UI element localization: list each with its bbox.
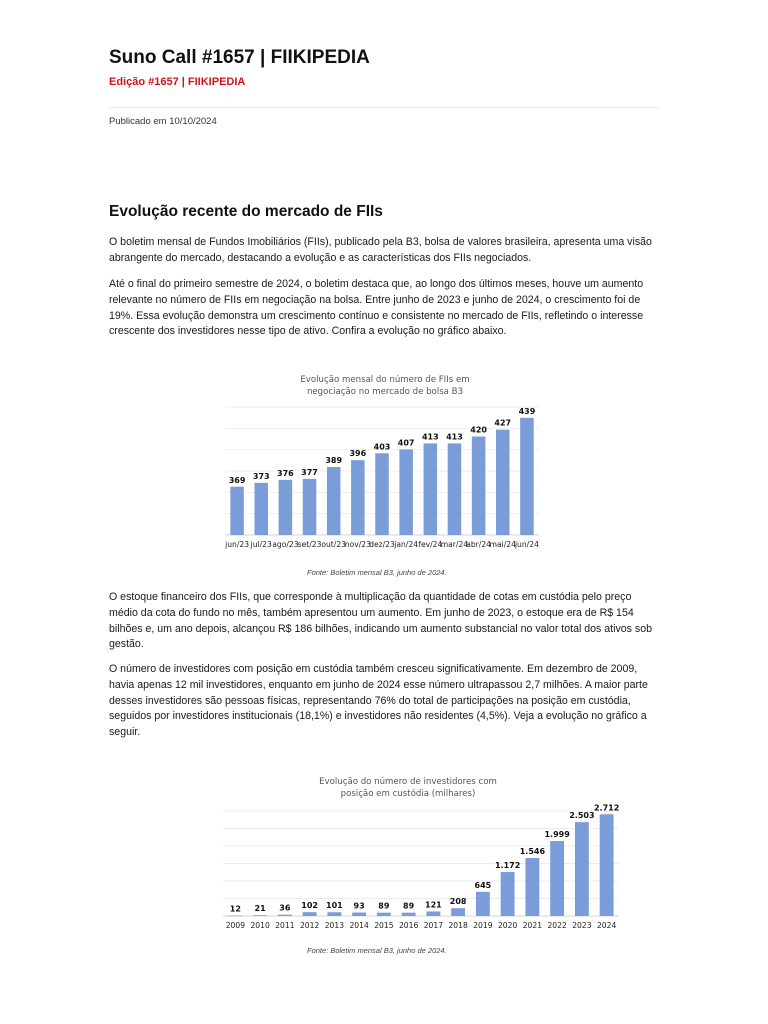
chart-investors-tick-label: 2018 [448, 921, 468, 930]
chart-investors-bar [377, 913, 391, 916]
paragraph-investors: O número de investidores com posição em custódia também cresceu significativamente. Em dezembro de 2009, havia apenas 12 mil investidores, enquanto em junho de 2024 esse número ultrapassou 2,7 milhões. A maior parte desses investidores são pessoas físicas, representando 76% do total de participações na posição em custódia, seguidos por investidores institucionais (18,1%) e investidores não residentes (4,5%). Veja a evolução no gráfico a seguir. [109, 663, 648, 739]
chart-investors-title-line: posição em custódia (milhares) [340, 789, 476, 799]
chart-fiis-tick-label: nov/23 [344, 540, 371, 549]
chart-fiis-title-line: negociação no mercado de bolsa B3 [306, 387, 464, 397]
page-title: Suno Call #1657 | FIIKIPEDIA [109, 47, 370, 68]
chart-fiis-tick-label: jun/24 [514, 540, 539, 549]
chart-fiis-data-label: 407 [397, 438, 415, 448]
chart-investors-bar [575, 822, 589, 916]
chart-investors-tick-label: 2012 [299, 921, 320, 930]
chart-fiis-bar [496, 430, 510, 535]
chart-investors-bar [600, 814, 614, 916]
chart-fiis-tick-label: jun/23 [225, 540, 250, 549]
chart-fiis-data-label: 413 [446, 432, 463, 442]
chart-investors-data-label: 89 [403, 901, 415, 911]
chart-fiis-data-label: 377 [301, 467, 318, 477]
chart-investors-data-label: 89 [378, 901, 390, 911]
edition-label: Edição #1657 | FIIKIPEDIA [109, 76, 246, 88]
chart-fiis-data-label: 413 [421, 432, 439, 442]
chart-fiis-data-label: 427 [494, 418, 512, 428]
chart-fiis-count [222, 365, 542, 565]
chart-investors-data-label: 1.172 [494, 861, 521, 871]
chart-investors-data-label: 121 [425, 900, 442, 910]
chart-fiis-count-svg [222, 365, 542, 565]
chart-investors-data-label: 21 [254, 904, 266, 914]
chart-fiis-data-label: 420 [470, 425, 487, 435]
chart-investors-bar [476, 892, 490, 916]
chart-fiis-bar [375, 453, 389, 535]
chart-investors [222, 767, 622, 937]
header-divider [109, 107, 659, 108]
chart-fiis-data-label: 439 [518, 406, 536, 416]
chart-investors-bar [550, 841, 564, 916]
chart-fiis-bar [399, 449, 413, 535]
chart-investors-tick-label: 2013 [324, 921, 345, 930]
chart-fiis-data-label: 389 [325, 456, 343, 466]
chart-1-caption: Fonte: Boletim mensal B3, junho de 2024. [307, 568, 447, 577]
paragraph-stock: O estoque financeiro dos FIIs, que corresponde à multiplicação da quantidade de cotas em custódia pelo preço médio da cota do fundo no mês, também apresentou um aumento. Em junho de 2023, o estoque era de R$ 154 bilhões e, um ano depois, alcançou R$ 186 bilhões, indicando um aumento substancial no valor total dos ativos sob gestão. [109, 591, 652, 651]
chart-fiis-tick-label: dez/23 [369, 540, 395, 549]
chart-investors-data-label: 93 [353, 901, 365, 911]
chart-investors-bar [426, 911, 440, 916]
chart-investors-bar [352, 913, 366, 916]
chart-investors-svg [222, 767, 622, 937]
chart-investors-tick-label: 2016 [398, 921, 419, 930]
chart-investors-title-line: Evolução do número de investidores com [319, 777, 497, 787]
chart-fiis-bar [448, 443, 462, 535]
chart-investors-tick-label: 2015 [374, 921, 394, 930]
chart-investors-data-label: 1.999 [544, 830, 570, 840]
chart-investors-data-label: 2.712 [593, 803, 620, 813]
chart-2-caption: Fonte: Boletim mensal B3, junho de 2024. [307, 946, 447, 955]
chart-fiis-data-label: 369 [228, 475, 246, 485]
chart-investors-tick-label: 2009 [225, 921, 246, 930]
chart-investors-tick-label: 2019 [473, 921, 493, 930]
section-title: Evolução recente do mercado de FIIs [109, 203, 383, 220]
chart-investors-tick-label: 2022 [547, 921, 567, 930]
chart-investors-tick-label: 2021 [522, 921, 543, 930]
chart-investors-tick-label: 2010 [250, 921, 270, 930]
chart-fiis-data-label: 373 [252, 471, 270, 481]
paragraph-growth: Até o final do primeiro semestre de 2024, o boletim destaca que, ao longo dos últimos meses, houve um aumento relevante no número de FIIs em negociação na bolsa. Entre junho de 2023 e junho de 2024, o crescimento foi de 19%. Essa evolução demonstra um crescimento contínuo e consistente no mercado de FIIs, refletindo o interesse crescente dos investidores nesse tipo de ativo. Confira a evolução no gráfico abaixo. [109, 278, 644, 338]
chart-fiis-tick-label: jan/24 [394, 540, 419, 549]
chart-fiis-title-line: Evolução mensal do número de FIIs em [300, 375, 470, 385]
chart-investors-tick-label: 2014 [349, 921, 369, 930]
chart-fiis-tick-label: mai/24 [489, 540, 516, 549]
chart-fiis-tick-label: set/23 [297, 540, 322, 549]
published-date: Publicado em 10/10/2024 [109, 116, 217, 127]
chart-fiis-bar [520, 418, 534, 535]
chart-fiis-bar [254, 483, 268, 535]
chart-fiis-bar [472, 437, 486, 535]
chart-fiis-tick-label: ago/23 [272, 540, 299, 549]
chart-fiis-data-label: 376 [277, 468, 294, 478]
paragraph-intro: O boletim mensal de Fundos Imobiliários (FIIs), publicado pela B3, bolsa de valores brasileira, apresenta uma visão abrangente do mercado, destacando a evolução e as características dos FIIs negociados. [109, 236, 652, 264]
chart-fiis-bar [327, 467, 341, 535]
chart-investors-data-label: 101 [326, 901, 343, 911]
chart-fiis-tick-label: mar/24 [440, 540, 469, 549]
chart-fiis-bar [279, 480, 293, 535]
chart-fiis-data-label: 396 [349, 449, 367, 459]
chart-investors-tick-label: 2024 [596, 921, 617, 930]
chart-fiis-bar [351, 460, 365, 535]
chart-fiis-tick-label: abr/24 [466, 540, 492, 549]
chart-investors-bar [228, 916, 242, 917]
chart-investors-bar [278, 915, 292, 916]
chart-investors-data-label: 1.546 [519, 847, 546, 857]
chart-investors-bar [525, 858, 539, 916]
chart-investors-data-label: 102 [301, 901, 318, 911]
chart-investors-bar [402, 913, 416, 916]
chart-fiis-tick-label: out/23 [321, 540, 347, 549]
chart-fiis-data-label: 403 [373, 442, 391, 452]
chart-fiis-tick-label: fev/24 [418, 540, 443, 549]
chart-investors-tick-label: 2011 [275, 921, 295, 930]
chart-fiis-bar [230, 487, 244, 535]
chart-investors-bar [451, 908, 465, 916]
chart-investors-bar [253, 915, 267, 916]
chart-fiis-tick-label: jul/23 [250, 540, 272, 549]
chart-investors-data-label: 2.503 [569, 811, 595, 821]
chart-investors-data-label: 36 [279, 903, 291, 913]
chart-investors-tick-label: 2020 [497, 921, 518, 930]
chart-fiis-bar [424, 443, 438, 535]
chart-investors-tick-label: 2023 [572, 921, 592, 930]
chart-investors-data-label: 208 [449, 897, 467, 907]
chart-investors-data-label: 645 [474, 880, 492, 890]
chart-investors-data-label: 12 [229, 904, 241, 914]
chart-investors-tick-label: 2017 [423, 921, 444, 930]
chart-fiis-bar [303, 479, 317, 535]
chart-investors-bar [303, 912, 317, 916]
chart-investors-bar [501, 872, 515, 916]
chart-investors-bar [327, 912, 341, 916]
